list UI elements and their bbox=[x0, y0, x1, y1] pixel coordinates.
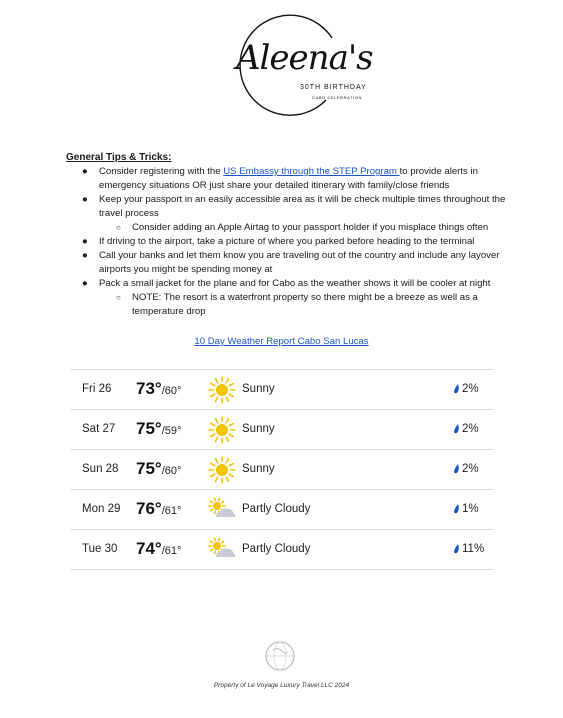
weather-report-link-row bbox=[0, 336, 563, 347]
weather-row bbox=[70, 370, 493, 410]
logo bbox=[228, 8, 373, 116]
temp-high: 74° bbox=[136, 539, 162, 558]
tip-text: Keep your passport in an easily accessible area as it will be check multiple times throughout the travel process bbox=[99, 194, 506, 219]
logo-subtitle: 30TH BIRTHDAY bbox=[300, 84, 367, 91]
tip-item bbox=[66, 277, 506, 291]
footer-text: Property of Le Voyage Luxury Travel LLC 2024 bbox=[213, 682, 350, 689]
precip-percent: 11% bbox=[462, 543, 485, 555]
weather-row bbox=[70, 410, 493, 450]
temp-low: /60° bbox=[161, 385, 182, 397]
temp-low: /61° bbox=[161, 545, 182, 557]
tip-text: Consider adding an Apple Airtag to your passport holder if you misplace things often bbox=[132, 222, 489, 233]
temp-high: 75° bbox=[136, 459, 162, 478]
weather-day: Sun 28 bbox=[82, 463, 119, 475]
tip-item bbox=[66, 249, 506, 277]
step-program-link[interactable]: US Embassy through the STEP Program bbox=[223, 166, 400, 177]
weather-condition: Partly Cloudy bbox=[242, 503, 311, 515]
weather-condition: Sunny bbox=[242, 423, 275, 435]
tip-subitem bbox=[66, 291, 506, 319]
tip-text: If driving to the airport, take a picture of where you parked before heading to the terminal bbox=[99, 236, 475, 247]
partly-cloudy-icon bbox=[207, 535, 237, 565]
tip-text: NOTE: The resort is a waterfront property so there might be a breeze as well as a temperature drop bbox=[132, 292, 478, 317]
bullet-icon: ● bbox=[82, 194, 88, 205]
temp-low: /60° bbox=[161, 465, 182, 477]
globe-icon bbox=[264, 640, 296, 672]
sub-bullet-icon: ○ bbox=[116, 293, 121, 302]
precip-percent: 1% bbox=[462, 503, 479, 515]
weather-condition: Sunny bbox=[242, 463, 275, 475]
logo-script-text: Aleena's bbox=[236, 38, 373, 78]
tips-heading: General Tips & Tricks: bbox=[66, 152, 172, 163]
weather-day: Sat 27 bbox=[82, 423, 116, 435]
precip-percent: 2% bbox=[462, 463, 479, 475]
bullet-icon: ● bbox=[82, 166, 88, 177]
tip-item bbox=[66, 193, 506, 221]
partly-cloudy-icon bbox=[207, 495, 237, 525]
precip-percent: 2% bbox=[462, 423, 479, 435]
weather-row bbox=[70, 450, 493, 490]
weather-temps bbox=[136, 379, 181, 399]
tip-text: Call your banks and let them know you are traveling out of the country and include any layover airports you might be spending money at bbox=[99, 250, 500, 275]
weather-table bbox=[70, 369, 493, 570]
weather-temps bbox=[136, 539, 181, 559]
temp-high: 76° bbox=[136, 499, 162, 518]
tip-item bbox=[66, 235, 506, 249]
weather-condition: Sunny bbox=[242, 383, 275, 395]
raindrop-icon bbox=[452, 503, 460, 515]
tip-text: Pack a small jacket for the plane and for Cabo as the weather shows it will be cooler at night bbox=[99, 278, 491, 289]
precip-percent: 2% bbox=[462, 383, 479, 395]
bullet-icon: ● bbox=[82, 278, 88, 289]
raindrop-icon bbox=[452, 543, 460, 555]
bullet-icon: ● bbox=[82, 236, 88, 247]
tip-subitem bbox=[66, 221, 506, 235]
temp-high: 75° bbox=[136, 419, 162, 438]
tips-list bbox=[66, 165, 506, 319]
tip-text: to provide alerts in emergency situations OR just share your detailed itinerary with family/close friends bbox=[99, 166, 478, 191]
sun-icon bbox=[207, 455, 237, 485]
weather-row bbox=[70, 490, 493, 530]
weather-report-link[interactable]: 10 Day Weather Report Cabo San Lucas bbox=[194, 336, 369, 347]
weather-day: Fri 26 bbox=[82, 383, 112, 395]
sun-icon bbox=[207, 415, 237, 445]
sub-bullet-icon: ○ bbox=[116, 223, 121, 232]
sun-icon bbox=[207, 375, 237, 405]
bullet-icon: ● bbox=[82, 250, 88, 261]
tip-item bbox=[66, 165, 506, 193]
weather-condition: Partly Cloudy bbox=[242, 543, 311, 555]
raindrop-icon bbox=[452, 423, 460, 435]
weather-day: Tue 30 bbox=[82, 543, 118, 555]
temp-low: /61° bbox=[161, 505, 182, 517]
weather-day: Mon 29 bbox=[82, 503, 121, 515]
temp-low: /59° bbox=[161, 425, 182, 437]
weather-temps bbox=[136, 459, 181, 479]
logo-subtitle-2: CABO CELEBRATION bbox=[312, 95, 362, 100]
weather-temps bbox=[136, 499, 181, 519]
raindrop-icon bbox=[452, 463, 460, 475]
raindrop-icon bbox=[452, 383, 460, 395]
weather-row bbox=[70, 530, 493, 570]
tip-text: Consider registering with the bbox=[99, 166, 224, 177]
weather-temps bbox=[136, 419, 181, 439]
temp-high: 73° bbox=[136, 379, 162, 398]
